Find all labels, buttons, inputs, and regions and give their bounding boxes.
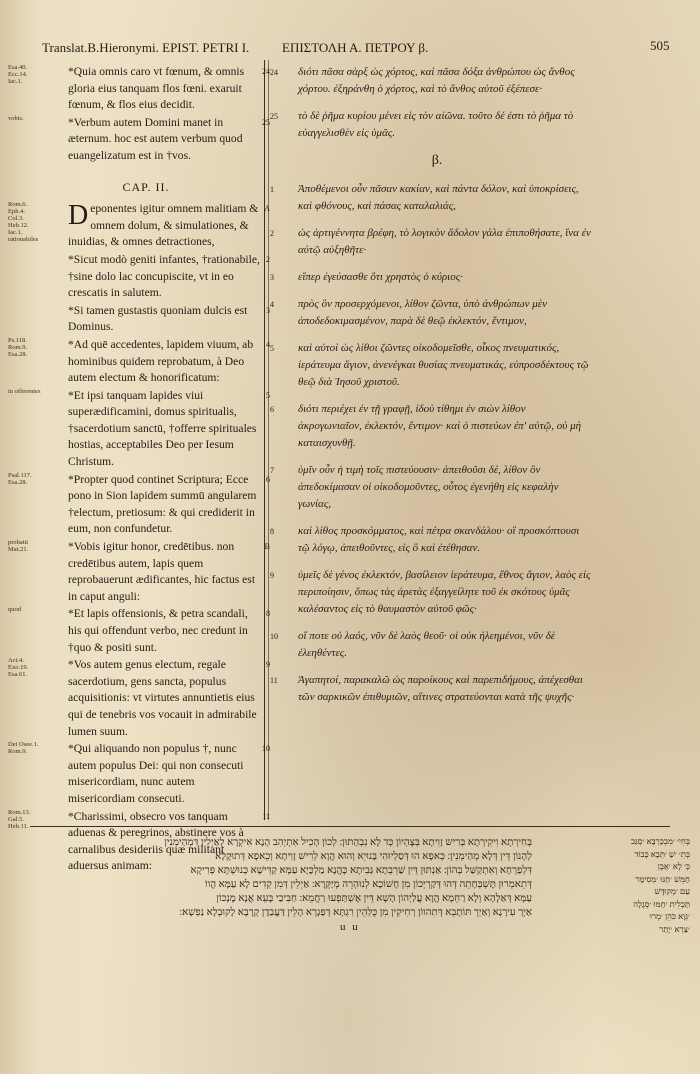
greek-verse <box>270 108 592 142</box>
chapter-heading: β. <box>431 153 443 168</box>
verse-number: 2 <box>266 254 270 264</box>
margin-note: quod <box>8 606 21 614</box>
verse-number: 8 <box>266 609 270 619</box>
verse-text: *Et lapis offensionis, & petra scandali, his qui offendunt verbo, nec credunt in †quo & positi sunt. <box>68 607 248 654</box>
gloss-line: כְּ׳ לָא ׳אֶבֶן <box>657 862 690 871</box>
margin-note: Psal.117. Esa.28. <box>8 471 32 486</box>
verse-text: διότι πᾶσα σὰρξ ὡς χόρτος, καὶ πᾶσα δόξα ἀνθρώπου ὡς ἄνθος χόρτου. ἐξηράνθη ὁ χόρτος, καὶ τὸ ἄνθος αὐτοῦ ἐξέπεσε· <box>298 66 575 95</box>
folio-number: 505 <box>650 38 670 53</box>
greek-verse <box>270 523 592 557</box>
latin-column <box>8 64 270 876</box>
gloss-line: בְּתִ׳ ׳שַׁ ׳תְּבָא כָּבוֹד <box>634 849 690 859</box>
verse-text: eponentes igitur omnem malitiam & omnem dolum, & simulationes, & inuidias, & omnes detractiones, <box>68 202 259 249</box>
gloss-line: ׳צַרְא ׳יָתַר <box>659 924 690 934</box>
verse-text: *Ad quē accedentes, lapidem viuum, ab hominibus quidem reprobatum, à Deo autem electum & honorificatum: <box>68 337 254 385</box>
margin-note: Ps.118. Rom.9. Esa.28. <box>8 336 28 358</box>
verse-number: 9 <box>266 660 270 670</box>
margin-note: Rom.6. Eph.4. Col.3. Heb.12. Iac.1. rationabiles <box>8 201 39 244</box>
latin-verse <box>30 252 270 302</box>
chapter-heading: CAP. II. <box>122 179 170 194</box>
verse-number: 5 <box>266 390 270 400</box>
greek-verse <box>270 64 592 98</box>
verse-number: 4 <box>270 300 274 309</box>
signature-mark: u u <box>340 921 360 933</box>
gloss-line: חַמֵּשׁ ׳חַנּוּ ׳מְסִימָר <box>635 874 690 884</box>
aramaic-text-block <box>60 836 532 920</box>
greek-verse <box>270 401 592 452</box>
verse-text: *Vos autem genus electum, regale sacerdotium, gens sancta, populus acquisitionis: vt virtutes annuntietis eius qui de tenebris vos vocauit in admirabile lumen suum. <box>68 658 257 738</box>
verse-number: 3 <box>270 273 274 282</box>
verse-number: 11 <box>270 676 278 685</box>
verse-number: 24 <box>262 67 270 76</box>
drop-cap: D <box>68 200 89 232</box>
latin-verse <box>8 64 270 114</box>
gloss-line: בְּחִי׳ ׳מִבְכַּרְבָּא ׳סְגַּב <box>630 837 690 846</box>
greek-verse <box>270 462 592 513</box>
margin-note: Esa.40. Ecc.14. Iac.1. <box>8 64 28 85</box>
greek-column <box>270 64 592 716</box>
greek-verse <box>270 225 592 259</box>
latin-verse <box>8 471 270 538</box>
verse-number: 8 <box>270 527 274 536</box>
verse-text: Ἀγαπητοί, παρακαλῶ ὡς παροίκους καὶ παρεπιδήμους, ἀπέχεσθαι τῶν σαρκικῶν ἐπιθυμιῶν, αἵτινες στρατεύονται κατὰ τῆς ψυχῆς· <box>298 674 583 703</box>
verse-number: 25 <box>262 117 270 127</box>
verse-number: 7 <box>270 466 274 475</box>
gloss-line: עַם ׳מְקוּדָּשׁ <box>654 887 690 896</box>
greek-verse <box>270 567 592 618</box>
verse-text: *Propter quod continet Scriptura; Ecce pono in Sion lapidem summū angularem †electum, pretiosum: & qui crediderit in eum, non confundetur. <box>68 472 257 536</box>
latin-verse <box>8 200 270 251</box>
latin-verse <box>8 387 270 471</box>
margin-note: vobis. <box>8 114 24 122</box>
verse-text: ὡς ἀρτιγέννητα βρέφη, τὸ λογικὸν ἄδολον γάλα ἐπιποθήσατε, ἵνα ἐν αὐτῷ αὐξηθῆτε· <box>298 227 591 256</box>
verse-text: *Charissimi, obsecro vos tanquam aduenas & peregrinos, abstinere vos à carnalibus desideriis quæ militant aduersus animam: <box>68 809 244 873</box>
latin-verse <box>8 606 270 656</box>
column-divider <box>264 60 265 820</box>
verse-text: εἴπερ ἐγεύσασθε ὅτι χρηστὸς ὁ κύριος· <box>298 271 463 283</box>
verse-text: *Sicut modò geniti infantes, †rationabile, †sine dolo lac concupiscite, vt in eo crescatis in salutem. <box>68 252 260 300</box>
gloss-line: תַּכְלִית ׳חַמּוּ ׳סְגָלָה <box>633 899 690 909</box>
verse-number: 6 <box>266 474 270 484</box>
aramaic-line: לְהָנוֹן דֵּין דְּלָא מְהַימְנִין ׃ כְּאפָא הוּ דְּסַלְיוּהִי בָּנוּיֵא וְהוּא הֲוָא לְרִישׁ זָוִיתָא וְכֵאפָא דְּתוּקָלָא <box>215 851 532 862</box>
greek-verse <box>270 672 592 706</box>
verse-text: οἵ ποτε οὐ λαός, νῦν δὲ λαὸς θεοῦ· οἱ οὐκ ἠλεημένοι, νῦν δὲ ἐλεηθέντες. <box>298 630 556 659</box>
gloss-line: ׳גְּוָא כֹּהֵן ׳מְרוּ <box>649 912 690 921</box>
verse-number: 25 <box>270 112 278 121</box>
verse-text: *Si tamen gustastis quoniam dulcis est Dominus. <box>68 303 248 334</box>
latin-verse <box>8 539 270 605</box>
verse-number: 9 <box>270 571 274 580</box>
latin-verse <box>8 114 270 165</box>
aramaic-line: דִּלְפַרְחָא וְאִתְקַשַּׁל בְּהוֹן ׃ אַנְתּוּן דֵּין שַׁרְבְתָא גַּבִיתָא כָּהֲנָא מַלְכָּיָא עַמָּא קַדִּישָׁא כְּנוּשְׁתָּא פְּרִיקָא <box>190 865 532 876</box>
latin-verse <box>8 657 270 740</box>
verse-text: *Qui aliquando non populus †, nunc autem populus Dei: qui non consecuti misericordiam, nunc autem misericordiam consecuti. <box>68 742 244 805</box>
verse-number: B <box>264 542 270 552</box>
verse-text: διότι περιέχει ἐν τῇ γραφῇ, ἰδοὺ τίθημι ἐν σιὼν λίθον ἀκρογωνιαῖον, ἐκλεκτόν, ἔντιμον· καὶ ὁ πιστεύων ἐπ' αὐτῷ, οὐ μὴ καταισχυνθῇ. <box>298 403 582 449</box>
verse-number: 24 <box>270 68 278 77</box>
margin-note: Act.4. Exo.19. Esa.61. <box>8 657 29 679</box>
verse-text: ὑμεῖς δὲ γένος ἐκλεκτόν, βασίλειον ἱεράτευμα, ἔθνος ἅγιον, λαὸς εἰς περιποίησιν, ὅπως τὰς ἀρετὰς ἐξαγγείλητε τοῦ ἐκ σκότους ὑμᾶς καλέσαντος εἰς τὸ θαυμαστὸν αὐτοῦ φῶς· <box>298 569 591 615</box>
verse-number: 3 <box>266 305 270 315</box>
latin-verse <box>30 303 270 336</box>
verse-text: *Verbum autem Domini manet in æternum. hoc est autem verbum quod euangelizatum est in †vos. <box>68 115 243 162</box>
verse-number: 10 <box>262 744 270 754</box>
verse-text: καὶ λίθος προσκόμματος, καὶ πέτρα σκανδάλου· οἳ προσκόπτουσι τῷ λόγῳ, ἀπειθοῦντες, εἰς ὃ καὶ ἐτέθησαν. <box>298 525 580 554</box>
verse-text: *Quia omnis caro vt fœnum, & omnis gloria eius tanquam flos fœni. exaruit fœnum, & flos eius decidit. <box>68 65 245 112</box>
verse-text: Ἀποθέμενοι οὖν πᾶσαν κακίαν, καὶ πάντα δόλον, καὶ ὑποκρίσεις, καὶ φθόνους, καὶ πάσας καταλαλιάς, <box>298 183 579 212</box>
verse-number: 1 <box>270 185 274 194</box>
running-head-latin: Translat.B.Hieronymi. EPIST. PETRI I. <box>42 40 250 55</box>
margin-note: Dei Osee.1. Rom.9. <box>8 741 39 756</box>
latin-verse <box>8 741 270 807</box>
verse-text: τὸ δὲ ῥῆμα κυρίου μένει εἰς τὸν αἰῶνα. τοῦτο δέ ἐστι τὸ ῥῆμα τὸ εὐαγγελισθὲν εἰς ὑμᾶς. <box>298 110 574 139</box>
greek-verse <box>270 628 592 662</box>
aramaic-line: דְּתֵאמְרוּן תֶּשְׁבְּחָתֵה דְּהוּ דְּקַרְיְכוֹן מִן חֶשׁוֹכָא לְנוּהְרֵה מְיַקְּרָא ׃ אַיְלֵין דְּמִן קְדִים לָא עַמָּא הֲווֹ <box>204 879 532 890</box>
margin-note: Rom.13. Gal.5. Heb.11. <box>8 808 31 830</box>
greek-verse <box>270 296 592 330</box>
aramaic-line: בְּחִירְתָא וִיקִירְתָא בְּרִיש זָוִיתָא בְּצֶהְיוֹן כְּד לָא נִבְהַתוּן ׃ לְכוֹן הָכִיל אִתְיְהִב הָנָא אִיקְרָא לְאַיְלֵין דִּמְהַימְנִין <box>164 837 532 848</box>
aramaic-line: עַמָּא דְּאַלָהָא וְלָא רַחֵמָא הֲוָא עֲלַיְהוֹן הָשָׁא דֵּין אֶשְׁתַּפְעוּ רַחֲמֵא ׃ חַבִּיבַי בָּעֵא אֲנָא מֶנְכוֹן <box>216 893 532 904</box>
verse-text: *Et ipsi tanquam lapides viui superædificamini, domus spiritualis, †sacerdotium sanctū, †offerre spirituales hostias, acceptabiles Deo per Iesum Christum. <box>68 388 257 469</box>
verse-number: 2 <box>270 229 274 238</box>
verse-number: A <box>264 204 270 214</box>
column-divider-inner <box>268 60 269 820</box>
running-head-greek: ΕΠΙΣΤΟΛΗ Α. ΠΕΤΡΟΥ β. <box>282 40 429 55</box>
verse-number: 4 <box>266 339 270 349</box>
verse-number: 11 <box>262 811 270 821</box>
verse-number: 5 <box>270 344 274 353</box>
margin-note: in offerentes <box>8 387 41 395</box>
verse-number: 10 <box>270 632 278 641</box>
margin-note: probatū Mat.21. <box>8 539 29 554</box>
verse-number: 6 <box>270 405 274 414</box>
latin-verse <box>8 336 270 387</box>
aramaic-line: אַיְך עִירָנָא וְאַיְך תּוֹתָבֵא דְּתִהווֹן רְחִיקִין מִן כֻּלְּהֵין רִגְתָּא דְפַגְרָא הָלֵין דַּעֲבַדָן קְרָבָא לָקוּבְלָא נַפְשָׁא ׃ <box>179 907 532 918</box>
verse-text: πρὸς ὃν προσερχόμενοι, λίθον ζῶντα, ὑπὸ ἀνθρώπων μὲν ἀποδεδοκιμασμένον, παρὰ δὲ θεῷ ἐκλεκτόν, ἔντιμον, <box>298 298 548 327</box>
greek-verse <box>270 340 592 391</box>
greek-verse <box>270 269 592 286</box>
aramaic-gloss-column <box>540 836 690 936</box>
verse-text: ὑμῖν οὖν ἡ τιμὴ τοῖς πιστεύουσιν· ἀπειθοῦσι δέ, λίθον ὃν ἀπεδοκίμασαν οἱ οἰκοδομοῦντες, οὗτος ἐγενήθη εἰς κεφαλὴν γωνίας, <box>298 464 559 510</box>
verse-text: καὶ αὐτοὶ ὡς λίθοι ζῶντες οἰκοδομεῖσθε, οἶκος πνευματικός, ἱεράτευμα ἅγιον, ἀνενέγκαι θυσίας πνευματικάς, εὐπροσδέκτους τῷ θεῷ διὰ Ἰησοῦ χριστοῦ. <box>298 342 589 388</box>
greek-verse <box>270 181 592 215</box>
verse-text: *Vobis igitur honor, credētibus. non credētibus autem, lapis quem reprobauerunt ædificantes, hic factus est in caput anguli: <box>68 540 256 603</box>
